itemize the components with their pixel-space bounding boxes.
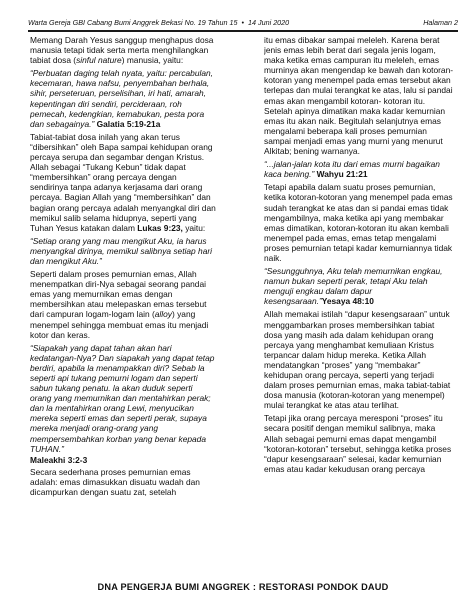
page-number: Halaman 2 <box>423 18 458 27</box>
publication-name: Warta Gereja GBI Cabang Bumi Anggrek Bekasi No. 19 Tahun 15 <box>28 18 238 27</box>
right-column <box>264 35 454 571</box>
italic-term: alloy <box>154 309 172 320</box>
publication-title: Warta Gereja GBI Cabang Bumi Anggrek Bekasi No. 19 Tahun 15 • 14 Juni 2020 <box>28 18 290 27</box>
scripture-reference: Lukas 9:23, <box>137 222 183 233</box>
scripture-reference: Maleakhi 3:2-3 <box>30 454 88 465</box>
scripture-reference: Yesaya 48:10 <box>321 296 374 307</box>
scripture-quote: “Siapakah yang dapat tahan akan hari kedatangan-Nya? Dan siapakah yang dapat tetap berdiri, apabila la menampakkan diri? Sebab la seperti api tukang pemurni logam dan seperti sabun tukang penatu. la akan duduk seperti orang yang memurnikan dan mentahirkan perak; dan la mentahirkan orang Lewi, menyucikan mereka seperti emas dan seperti perak, supaya mereka menjadi orang-orang yang mempersembahkan korban yang benar kepada TUHAN.” <box>30 342 215 454</box>
paragraph: Memang Darah Yesus sanggup menghapus dosa manusia tetapi tidak serta merta menghilangkan tabiat dosa (sinful nature) manusia, yaitu: <box>30 35 214 66</box>
paragraph: Secara sederhana proses pemurnian emas adalah: emas dimasukkan disuatu wadah dan dicampurkan dengan suatu zat, setelah <box>30 466 200 498</box>
paragraph: Tetapi apabila dalam suatu proses pemurnian, ketika kotoran-kotoran yang menempel pada emas sudah terangkat ke atas dan si pandai emas tidak mengambilnya, maka ketika api yang membakar emas dimatikan, kotoran-kotoran itu akan kembali menempel pada emas, emas tetap mengalami proses pemurnian tetapi kadar kemurniannya tidak naik. <box>264 182 453 263</box>
publication-date: 14 Juni 2020 <box>248 18 290 27</box>
page-header <box>28 15 458 29</box>
scripture-quote: “Perbuatan daging telah nyata, yaitu: percabulan, kecemaran, hawa nafsu, penyembahan berhala, sihir, perseteruan, perselisihan, iri hati, amarah, kepentingan diri sendiri, percideraan, roh pemecah, kedengkian, kemabukan, pesta pora dan sebagainya.” Galatia 5:19-21a <box>30 68 213 129</box>
italic-term: sinful nature <box>76 55 122 66</box>
scripture-reference: Wahyu 21:21 <box>316 169 368 180</box>
header-divider <box>28 30 458 32</box>
scripture-reference: Galatia 5:19-21a <box>96 118 161 129</box>
left-column <box>30 35 216 571</box>
scripture-quote: “Setiap orang yang mau mengikut Aku, ia harus menyangkal dirinya, memikul salibnya setiap hari dan mengikut Aku.” <box>30 235 213 266</box>
scripture-quote: “Sesungguhnya, Aku telah memurnikan engkau, namun bukan seperti perak, tetapi Aku telah menguji engkau dalam dapur kesengsaraan.”Yesaya 48:10 <box>264 266 443 307</box>
scripture-quote: “...jalan-jalan kota itu dari emas murni bagaikan kaca bening.” Wahyu 21:21 <box>264 159 440 180</box>
paragraph: Tabiat-tabiat dosa inilah yang akan terus “dibersihkan” oleh Bapa sampai kehidupan orang percaya serupa dan segambar dengan Kristus. Allah sebagai “Tukang Kebun” tidak dapat “membersihkan” orang percaya dengan sendirinya tanpa adanya kerjasama dari orang percaya. Bagian Allah yang “membersihkan” dan bagian orang percaya adalah menyangkal diri dan memikul salib selama hidupnya, seperti yang Tuhan Yesus katakan dalam Lukas 9:23, yaitu: <box>30 131 216 233</box>
paragraph: itu emas dibakar sampai meleleh. Karena berat jenis emas lebih berat dari segala jenis logam, maka ketika emas campuran itu meleleh, emas murninya akan mengendap ke bawah dan kotoran-kotoran yang menempel pada emas tersebut akan terlepas dan mulai terangkat ke atas, lalu si pandai emas akan mengambil kotoran- kotoran itu. Setelah apinya dimatikan maka kadar kemurnian emas itu akan naik. Begitulah selanjutnya emas mengalami beberapa kali proses pemurnian sampai menjadi emas yang murni yang menurut Alkitab; bening warnanya. <box>264 35 454 157</box>
paragraph: Allah memakai istilah “dapur kesengsaraan” untuk menggambarkan proses membersihkan tabiat dosa yang masih ada dalam kehidupan orang percaya yang menghambat kemuliaan Kristus terpancar dalam hidup mereka. Ketika Allah mendatangkan “proses” yang “membakar” kehidupan orang percaya, seperti yang terjadi dalam proses pemurnian emas, maka tabiat-tabiat dosa manusia (kotoran-kotoran yang menempel) mulai terangkat ke atas atau terlihat. <box>264 309 451 411</box>
paragraph: Seperti dalam proses pemurnian emas, Allah menempatkan diri-Nya sebagai seorang pandai emas yang memurnikan emas dengan membersihkan atau melepaskan emas tersebut dari campuran logam-logam lain (alloy) yang menempel sehingga membuat emas itu menjadi kotor dan keras. <box>30 269 209 340</box>
paragraph: Tetapi jika orang percaya meresponi “proses” itu secara positif dengan memikul salibnya, maka Allah sebagai pemurni emas dapat mengambil “kotoran-kotoran” tersebut, sehingga ketika proses “dapur kesengsaraan” selesai, kadar kemurnian emas atau kadar kekudusan orang percaya <box>264 413 452 474</box>
page-footer: DNA PENGERJA BUMI ANGGREK : RESTORASI PONDOK DAUD <box>97 582 389 592</box>
